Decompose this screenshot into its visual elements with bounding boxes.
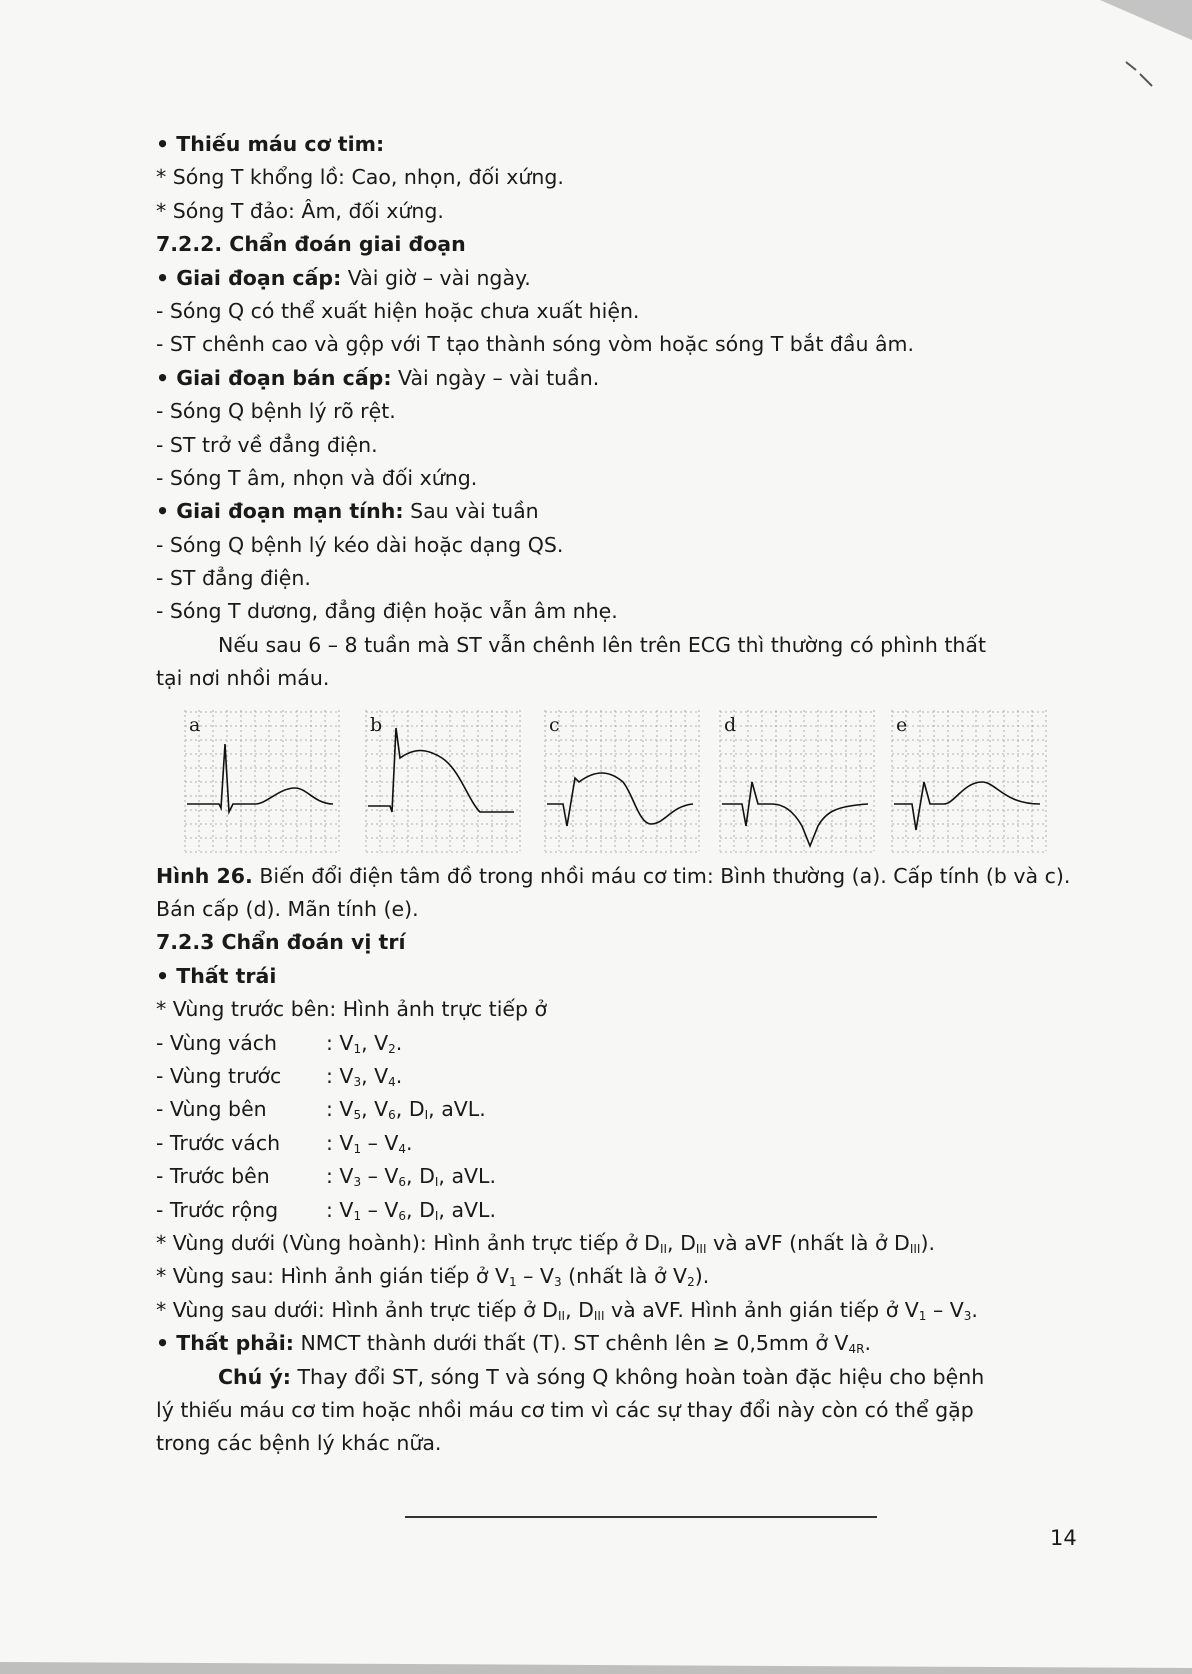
panel-label-d: d [724,713,737,736]
text-line: * Vùng dưới (Vùng hoành): Hình ảnh trực tiếp ở $D_{II}$, $D_{III}$ và aVF (nhất là ở $D_{III}$). [156,1230,935,1256]
text-line: * Vùng sau: Hình ảnh gián tiếp ở $V_1 - V_3$ (nhất là ở $V_2$). [156,1264,710,1290]
text-line: - Sóng Q bệnh lý kéo dài hoặc dạng QS. [156,532,564,557]
text-line: - Sóng T âm, nhọn và đối xứng. [156,465,478,490]
text-line: - Sóng Q có thể xuất hiện hoặc chưa xuất hiện. [156,298,640,323]
text-line: - Vùng trước : $V_3$, $V_4$. [156,1064,403,1090]
panel-label-c: c [549,713,560,736]
figure-caption [156,860,1086,927]
text-line: - ST trở về đẳng điện. [156,432,378,457]
figure-caption-text: Biến đổi điện tâm đồ trong nhồi máu cơ tim: Bình thường (a). Cấp tính (b và c). Bán cấp (d). Mãn tính (e). [156,863,1071,922]
text-line: - ST đẳng điện. [156,566,311,591]
page-content [156,128,1086,1461]
text-line: • Thất trái [156,960,1086,993]
text-line: • Giai đoạn cấp: Vài giờ – vài ngày. [156,262,1086,295]
text-line: - Trước bên : $V_3 - V_6$, $D_I$, aVL. [156,1164,496,1190]
text-line: trong các bệnh lý khác nữa. [156,1431,442,1456]
pen-mark [1126,62,1152,86]
ecg-panel-d [718,708,876,853]
figure-caption-number: Hình 26. [156,863,253,888]
text-line: • Giai đoạn bán cấp: Vài ngày – vài tuần. [156,362,1086,395]
text-line: tại nơi nhồi máu. [156,666,330,691]
text-line: lý thiếu máu cơ tim hoặc nhồi máu cơ tim vì các sự thay đổi này còn có thể gặp [156,1397,974,1422]
text-line: - Sóng T dương, đẳng điện hoặc vẫn âm nhẹ. [156,599,618,624]
text-line: - Sóng Q bệnh lý rõ rệt. [156,399,396,424]
ecg-trace-acute-dome [364,708,522,853]
text-line: - Trước vách : $V_1 - V_4$. [156,1130,413,1156]
text-line: • Thất phải: NMCT thành dưới thất (T). ST chênh lên ≥ 0,5mm ở $V_{4R}$. [156,1327,1086,1360]
text-block-location [156,926,1086,1460]
text-line: • Giai đoạn mạn tính: Sau vài tuần [156,495,1086,528]
ecg-panel-b [364,708,522,853]
ecg-grid [366,710,520,852]
text-line: - Vùng vách : $V_1$, $V_2$. [156,1030,403,1056]
ecg-trace-acute-inverting [543,708,701,853]
ecg-grid [185,710,339,852]
ecg-panel-a [183,708,341,853]
text-line: * Sóng T đảo: Âm, đối xứng. [156,198,444,223]
text-line: - ST chênh cao và gộp với T tạo thành sóng vòm hoặc sóng T bắt đầu âm. [156,332,915,357]
ecg-trace-normal [183,708,341,853]
text-line: • Thiếu máu cơ tim: [156,128,1086,161]
text-line: * Sóng T khổng lồ: Cao, nhọn, đối xứng. [156,165,564,190]
footer-rule [405,1516,877,1518]
panel-label-b: b [370,713,383,736]
text-line: * Vùng trước bên: Hình ảnh trực tiếp ở [156,997,548,1022]
text-line: - Trước rộng : $V_1 - V_6$, $D_I$, aVL. [156,1197,496,1223]
text-line: Chú ý: Thay đổi ST, sóng T và sóng Q không hoàn toàn đặc hiệu cho bệnh [218,1364,985,1389]
text-line: 7.2.3 Chẩn đoán vị trí [156,930,406,955]
text-line: - Vùng bên : $V_5$, $V_6$, $D_I$, aVL. [156,1097,486,1123]
page-number: 14 [1050,1526,1077,1550]
ecg-figure [156,700,1086,860]
ecg-grid [892,710,1046,852]
ecg-trace-subacute [718,708,876,853]
ecg-grid [720,710,874,852]
text-line: 7.2.2. Chẩn đoán giai đoạn [156,232,466,257]
text-line: Nếu sau 6 – 8 tuần mà ST vẫn chênh lên trên ECG thì thường có phình thất [218,632,986,657]
panel-label-a: a [189,713,201,736]
ecg-trace-chronic [890,708,1048,853]
text-line: * Vùng sau dưới: Hình ảnh trực tiếp ở $D_{II}$, $D_{III}$ và aVF. Hình ảnh gián tiếp ở $V_1 - V_3$. [156,1297,978,1323]
ecg-panel-c [543,708,701,853]
ecg-panel-e [890,708,1048,853]
text-block-stages [156,128,1086,696]
panel-label-e: e [896,713,908,736]
